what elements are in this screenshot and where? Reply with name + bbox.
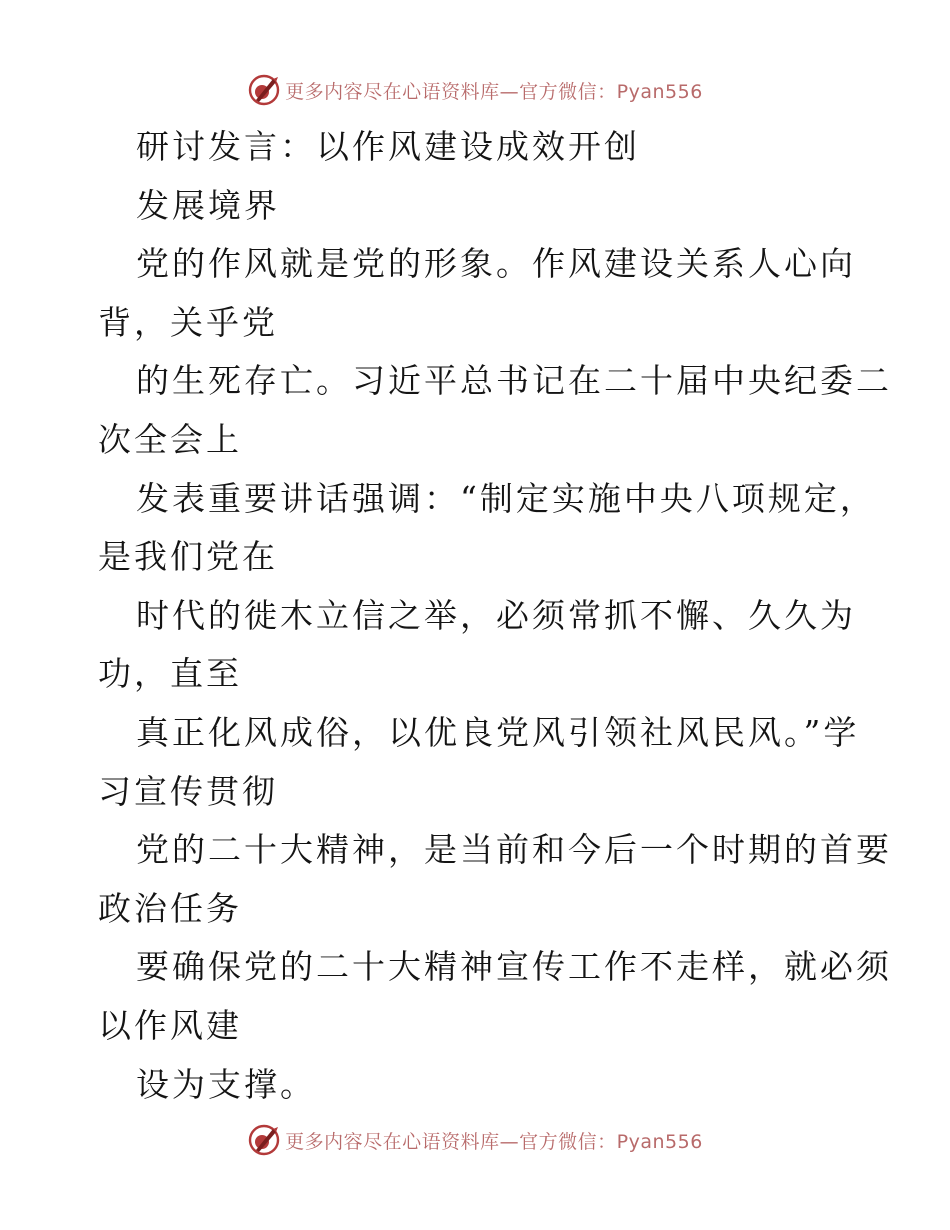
- paragraph-line: 习宣传贯彻: [98, 771, 278, 811]
- document-body: [98, 118, 892, 1114]
- document-title-line-2: 发展境界: [136, 185, 280, 225]
- document-title-line-1: 研讨发言：以作风建设成效开创: [136, 127, 640, 166]
- watermark-text: 更多内容尽在心语资料库—官方微信：Pyan556: [285, 1130, 703, 1153]
- paragraph-line: 真正化风成俗，以优良党风引领社风民风。”学: [136, 712, 860, 752]
- header-watermark: [0, 70, 950, 110]
- paragraph-line: 发表重要讲话强调：“制定实施中央八项规定，: [136, 478, 876, 518]
- paragraph-line: 的生死存亡。习近平总书记在二十届中央纪委二: [136, 361, 892, 401]
- paragraph-line: 以作风建: [98, 1005, 242, 1045]
- paragraph-line: 要确保党的二十大精神宣传工作不走样，就必须: [136, 947, 892, 987]
- paragraph-line: 政治任务: [98, 888, 242, 928]
- paragraph-line: 党的作风就是党的形象。作风建设关系人心向: [136, 244, 856, 284]
- footer-watermark: [0, 1120, 950, 1160]
- paragraph-line: 时代的徙木立信之举，必须常抓不懈、久久为: [136, 595, 856, 635]
- paragraph-line: 党的二十大精神，是当前和今后一个时期的首要: [136, 830, 892, 870]
- pen-logo-icon: [247, 1123, 281, 1157]
- paragraph-line: 功，直至: [98, 654, 242, 694]
- pen-logo-icon: [247, 73, 281, 107]
- paragraph-line: 设为支撑。: [136, 1064, 316, 1104]
- paragraph-line: 背，关乎党: [98, 302, 278, 342]
- watermark-text: 更多内容尽在心语资料库—官方微信：Pyan556: [285, 80, 703, 103]
- paragraph-line: 是我们党在: [98, 537, 278, 577]
- paragraph-line: 次全会上: [98, 419, 242, 459]
